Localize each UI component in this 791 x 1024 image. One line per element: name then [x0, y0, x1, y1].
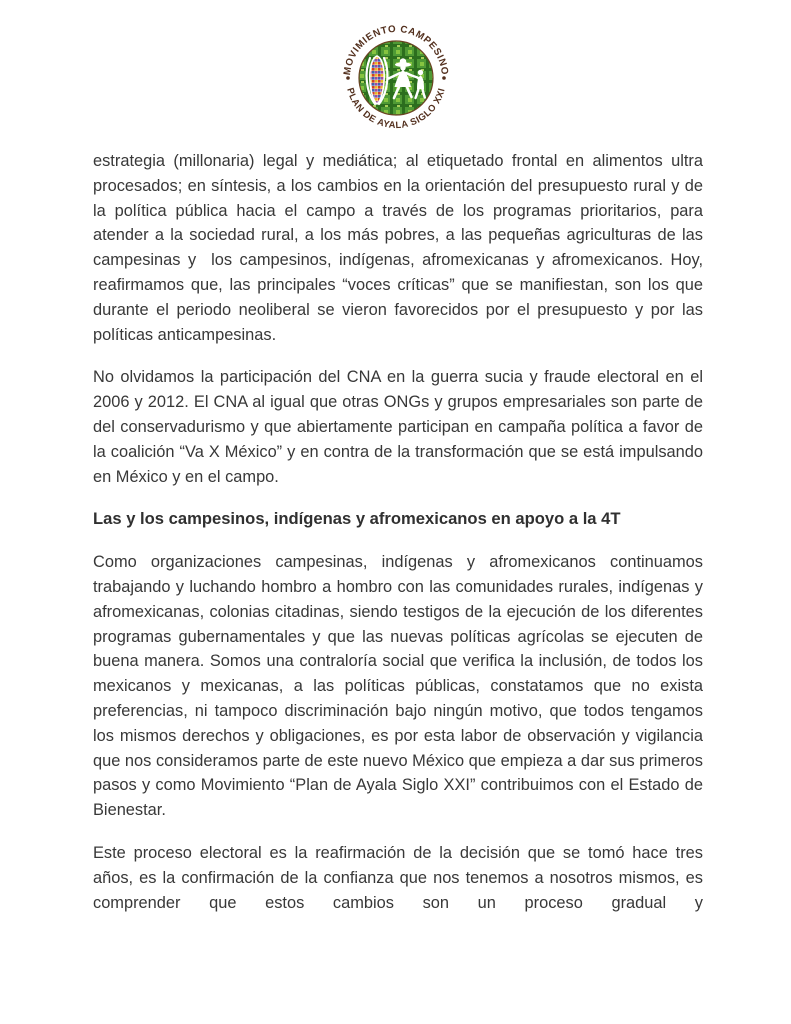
- seal-logo-icon: [330, 20, 462, 138]
- paragraph-presupuesto-rural: estrategia (millonaria) legal y mediática; al etiquetado frontal en alimentos ultra procesados; en síntesis, a los cambios en la orientación del presupuesto rural y de la política pública hacia el campo a través de los programas prioritarios, para atender a la sociedad rural, a los más pobres, a las pequeñas agriculturas de las campesinas y los campesinos, indígenas, afromexicanas y afromexicanos. Hoy, reafirmamos que, las principales “voces críticas” que se manifiestan, son los que durante el periodo neoliberal se vieron favorecidos por el presupuesto y por las políticas anticampesinas.: [93, 152, 713, 344]
- organization-logo: [0, 20, 791, 138]
- paragraph-cna-fraude: No olvidamos la participación del CNA en la guerra sucia y fraude electoral en el 2006 y 2012. El CNA al igual que otras ONGs y grupos empresariales son parte de del conservadurismo y que abiertamente participan en campaña política a favor de la coalición “Va X México” y en contra de la transformación que se está impulsando en México y en el campo.: [93, 368, 708, 486]
- seal-arc-top-text: MOVIMIENTO CAMPESINO: [341, 23, 450, 76]
- seal-right-dot-icon: [442, 76, 446, 80]
- seal-left-dot-icon: [346, 76, 350, 80]
- paragraph-proceso-electoral: Este proceso electoral es la reafirmación de la decisión que se tomó hace tres años, es la confirmación de la confianza que nos tenemos a nosotros mismos, es comprender que estos cambios son un proceso gradual y: [93, 843, 708, 912]
- section-heading-apoyo-4t: Las y los campesinos, indígenas y afromexicanos en apoyo a la 4T: [93, 509, 621, 529]
- paragraph-contraloria-social: Como organizaciones campesinas, indígenas y afromexicanos continuamos trabajando y luchando hombro a hombro con las comunidades rurales, indígenas y afromexicanas, colonias citadinas, siendo testigos de la ejecución de los diferentes programas gubernamentales y que las nuevas políticas agrícolas se ejecuten de buena manera. Somos una contraloría social que verifica la inclusión, de todos los mexicanos y mexicanas, a las políticas públicas, constatamos que no exista preferencias, ni tampoco discriminación bajo ningún motivo, que todos tengamos los mismos derechos y obligaciones, es por esta labor de observación y vigilancia que nos consideramos parte de este nuevo México que empieza a dar sus primeros pasos y como Movimiento “Plan de Ayala Siglo XXI” contribuimos con el Estado de Bienestar.: [93, 553, 708, 820]
- document-body: [93, 149, 713, 933]
- seal-arc-bottom-text: PLAN DE AYALA SIGLO XXI: [344, 86, 447, 131]
